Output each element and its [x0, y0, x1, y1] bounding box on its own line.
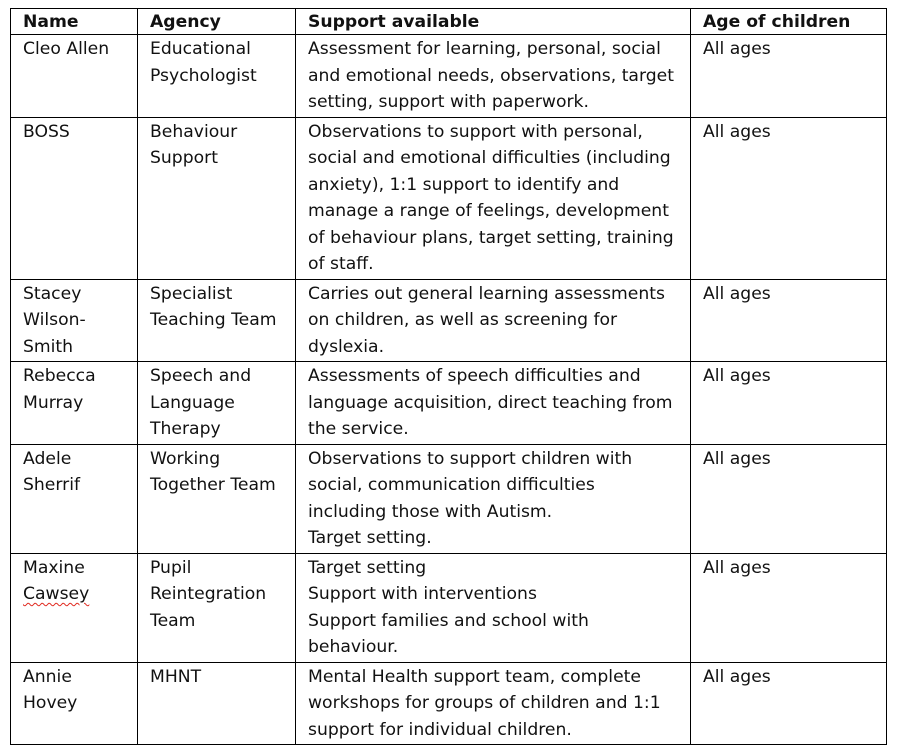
support-cell: [296, 117, 691, 279]
name-line: Hovey: [23, 693, 78, 713]
support-line: social, communication difficulties: [308, 475, 595, 495]
support-line: manage a range of feelings, development: [308, 201, 669, 221]
table-row: [11, 35, 887, 118]
support-line: social and emotional difficulties (including: [308, 148, 671, 168]
support-line: Mental Health support team, complete: [308, 666, 641, 687]
agency-cell: [138, 362, 296, 445]
agency-cell: [138, 35, 296, 118]
support-cell: [296, 662, 691, 745]
age-cell: All ages: [691, 362, 887, 445]
agency-cell: [138, 662, 296, 745]
header-agency: Agency: [138, 9, 296, 35]
support-line: including those with Autism.: [308, 501, 553, 522]
agency-line: Support: [150, 148, 218, 168]
name-line: Rebecca: [23, 366, 96, 386]
support-line: Assessments of speech difficulties and: [308, 366, 641, 386]
support-line: Assessment for learning, personal, social: [308, 39, 661, 59]
support-line: Target setting.: [308, 528, 432, 548]
support-line: Target setting: [308, 557, 427, 578]
table-row: [11, 362, 887, 445]
support-line: of staff.: [308, 254, 374, 274]
table-body: [11, 35, 887, 745]
age-cell: All ages: [691, 279, 887, 362]
age-cell: All ages: [691, 117, 887, 279]
support-cell: [296, 553, 691, 662]
table-row: [11, 444, 887, 553]
name-line: Cawsey: [23, 584, 90, 604]
agency-line: MHNT: [150, 666, 202, 687]
name-line: Murray: [23, 392, 84, 413]
header-support-available: Support available: [296, 9, 691, 35]
header-name: Name: [11, 9, 138, 35]
name-cell: [11, 117, 138, 279]
support-line: setting, support with paperwork.: [308, 92, 589, 112]
agency-line: Pupil: [150, 557, 192, 578]
agency-line: Working: [150, 448, 221, 469]
table-row: [11, 553, 887, 662]
support-line: on children, as well as screening for: [308, 310, 618, 330]
support-line: language acquisition, direct teaching from: [308, 392, 673, 413]
support-line: Observations to support with personal,: [308, 121, 643, 142]
support-line: and emotional needs, observations, target: [308, 65, 674, 86]
age-cell: All ages: [691, 444, 887, 553]
agency-line: Educational: [150, 39, 251, 59]
support-table: [10, 8, 887, 745]
name-line: Annie: [23, 666, 72, 687]
support-cell: [296, 279, 691, 362]
name-cell: [11, 662, 138, 745]
name-cell: [11, 362, 138, 445]
table-header-row: [11, 9, 887, 35]
name-line: Cleo Allen: [23, 39, 110, 59]
name-line: Wilson-: [23, 310, 86, 330]
name-line: Adele: [23, 448, 72, 469]
support-line: dyslexia.: [308, 336, 385, 357]
name-cell: [11, 279, 138, 362]
support-cell: [296, 35, 691, 118]
document-page: [10, 8, 887, 745]
name-cell: [11, 444, 138, 553]
agency-line: Behaviour: [150, 121, 238, 142]
support-cell: [296, 444, 691, 553]
name-line: Stacey: [23, 283, 82, 304]
age-cell: All ages: [691, 553, 887, 662]
agency-cell: [138, 553, 296, 662]
support-line: Support with interventions: [308, 584, 537, 604]
table-row: [11, 662, 887, 745]
header-age-of-children: Age of children: [691, 9, 887, 35]
agency-line: Reintegration: [150, 584, 267, 604]
age-cell: All ages: [691, 662, 887, 745]
agency-line: Therapy: [150, 419, 221, 439]
support-line: Support families and school with: [308, 610, 589, 631]
agency-line: Team: [150, 610, 196, 631]
support-cell: [296, 362, 691, 445]
name-line: Smith: [23, 336, 74, 357]
name-line: Maxine: [23, 557, 85, 578]
name-line: BOSS: [23, 121, 70, 142]
agency-cell: [138, 117, 296, 279]
name-cell: [11, 35, 138, 118]
support-line: Observations to support children with: [308, 448, 633, 469]
age-cell: All ages: [691, 35, 887, 118]
support-line: behaviour.: [308, 637, 399, 657]
agency-line: Language: [150, 392, 235, 413]
agency-line: Specialist: [150, 283, 233, 304]
support-line: the service.: [308, 419, 409, 439]
table-row: [11, 279, 887, 362]
agency-line: Speech and: [150, 366, 252, 386]
table-row: [11, 117, 887, 279]
support-line: of behaviour plans, target setting, training: [308, 227, 674, 248]
support-line: workshops for groups of children and 1:1: [308, 693, 661, 713]
support-line: Carries out general learning assessments: [308, 283, 665, 304]
agency-line: Teaching Team: [150, 310, 277, 330]
agency-line: Psychologist: [150, 65, 257, 86]
name-line: Sherrif: [23, 475, 81, 495]
support-line: support for individual children.: [308, 719, 572, 740]
agency-cell: [138, 279, 296, 362]
name-cell: [11, 553, 138, 662]
agency-line: Together Team: [150, 475, 276, 495]
agency-cell: [138, 444, 296, 553]
support-line: anxiety), 1:1 support to identify and: [308, 174, 620, 195]
